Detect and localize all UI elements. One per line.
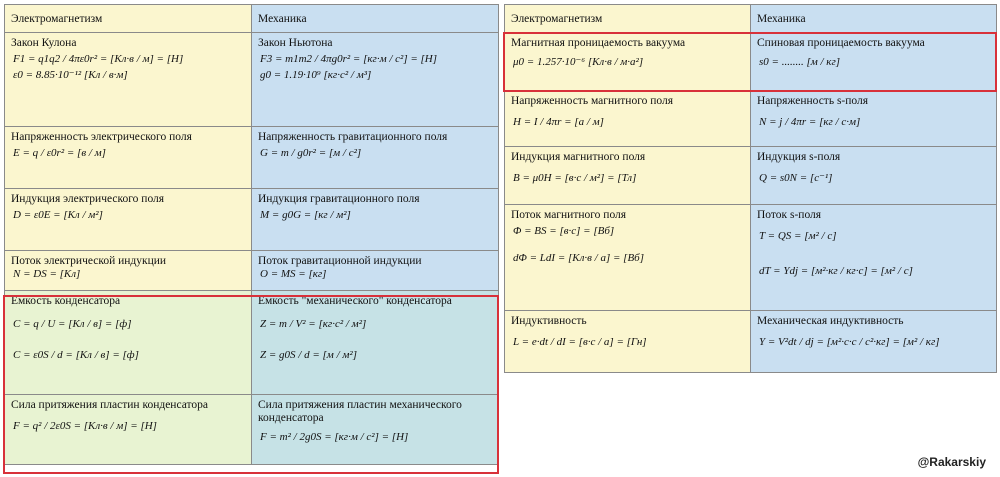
cell-title: Емкость "механического" конденсатора (258, 295, 452, 307)
equation: F1 = q1q2 / 4πε0r² = [Кл·в / м] = [Н] (13, 53, 184, 65)
cell-title: Напряженность гравитационного поля (258, 131, 448, 143)
equation: T = QS = [м² / с] (759, 230, 837, 242)
equation: C = q / U = [Кл / в] = [ф] (13, 318, 132, 330)
cell-s-field-induction (751, 147, 997, 205)
equation: s0 = ........ [м / кг] (759, 56, 841, 68)
cell-title: Поток электрической индукции (11, 255, 167, 267)
left-header-em: Электромагнетизм (5, 5, 252, 33)
cell-title: Напряженность магнитного поля (511, 95, 674, 107)
cell-s-field-strength (751, 91, 997, 147)
cell-title: Закон Кулона (11, 37, 77, 49)
cell-title: Напряженность s-поля (757, 95, 869, 107)
cell-capacitor (5, 291, 252, 395)
cell-inductance (505, 311, 751, 373)
cell-coulomb-law (5, 33, 252, 127)
cell-gravity-field-strength (252, 127, 499, 189)
left-physics-table (4, 4, 499, 465)
equation: N = j / 4πr = [кг / с·м] (759, 116, 861, 128)
cell-mechanical-plate-force (252, 395, 499, 465)
cell-title: Закон Ньютона (258, 37, 333, 49)
equation: F3 = m1m2 / 4πg0r² = [кг·м / с²] = [Н] (260, 53, 438, 65)
cell-electric-induction (5, 189, 252, 251)
equation: Y = V²dt / dj = [м²·с·с / с²·кг] = [м² / кг] (759, 336, 940, 348)
equation: H = I / 4πr = [а / м] (513, 116, 604, 128)
cell-mechanical-capacitor (252, 291, 499, 395)
equation: G = m / g0r² = [м / с²] (260, 147, 362, 159)
watermark: @Rakarskiy (917, 455, 986, 469)
equation: D = ε0E = [Кл / м²] (13, 209, 103, 221)
equation: ε0 = 8.85·10⁻¹² [Кл / в·м] (13, 69, 128, 81)
cell-spin-permeability (751, 33, 997, 91)
equation: Z = m / V² = [кг·с² / м²] (260, 318, 367, 330)
cell-title: Поток s-поля (757, 209, 822, 221)
equation: M = g0G = [кг / м²] (260, 209, 351, 221)
cell-title: Индукция s-поля (757, 151, 841, 163)
equation: Φ = BS = [в·с] = [Вб] (513, 225, 615, 237)
equation: L = e·dt / dI = [в·с / а] = [Гн] (513, 336, 647, 348)
cell-title: Индукция магнитного поля (511, 151, 646, 163)
cell-title: Индукция электрического поля (11, 193, 165, 205)
equation: C = ε0S / d = [Кл / в] = [ф] (13, 349, 139, 361)
equation: F = m² / 2g0S = [кг·м / с²] = [Н] (260, 431, 409, 443)
cell-title: Напряженность электрического поля (11, 131, 192, 143)
cell-gravity-flux (252, 251, 499, 291)
equation: E = q / ε0r² = [в / м] (13, 147, 106, 159)
equation: g0 = 1.19·10⁹ [кг·с² / м³] (260, 69, 372, 81)
equation: Q = s0N = [с⁻¹] (759, 172, 833, 184)
cell-title: Индукция гравитационного поля (258, 193, 420, 205)
cell-electric-flux (5, 251, 252, 291)
equation: O = MS = [кг] (260, 268, 327, 280)
cell-title: Индуктивность (511, 315, 587, 327)
cell-magnetic-permeability (505, 33, 751, 91)
cell-title: Сила притяжения пластин конденсатора (11, 399, 208, 411)
cell-title: Емкость конденсатора (11, 295, 121, 307)
right-physics-table (504, 4, 997, 373)
left-header-mech: Механика (252, 5, 499, 33)
cell-gravity-induction (252, 189, 499, 251)
equation: F = q² / 2ε0S = [Кл·в / м] = [Н] (13, 420, 157, 432)
cell-title: Магнитная проницаемость вакуума (511, 37, 686, 49)
equation: dT = Ydj = [м²·кг / кг·с] = [м² / с] (759, 265, 913, 277)
cell-s-field-flux (751, 205, 997, 311)
cell-electric-field-strength (5, 127, 252, 189)
cell-mechanical-inductance (751, 311, 997, 373)
cell-capacitor-plate-force (5, 395, 252, 465)
equation: dΦ = LdI = [Кл·в / а] = [Вб] (513, 252, 644, 264)
equation: N = DS = [Кл] (13, 268, 81, 280)
cell-title: Сила притяжения пластин механического конденсатора (258, 399, 462, 424)
right-header-em: Электромагнетизм (505, 5, 751, 33)
cell-title: Поток магнитного поля (511, 209, 627, 221)
cell-magnetic-induction (505, 147, 751, 205)
equation: B = μ0H = [в·с / м²] = [Тл] (513, 172, 637, 184)
cell-title: Спиновая проницаемость вакуума (757, 37, 925, 49)
cell-title: Поток гравитационной индукции (258, 255, 422, 267)
cell-title: Механическая индуктивность (757, 315, 904, 327)
cell-magnetic-flux (505, 205, 751, 311)
equation: μ0 = 1.257·10⁻⁶ [Кл·в / м·а²] (513, 56, 644, 68)
equation: Z = g0S / d = [м / м²] (260, 349, 357, 361)
cell-magnetic-field-strength (505, 91, 751, 147)
right-header-mech: Механика (751, 5, 997, 33)
cell-newton-law (252, 33, 499, 127)
